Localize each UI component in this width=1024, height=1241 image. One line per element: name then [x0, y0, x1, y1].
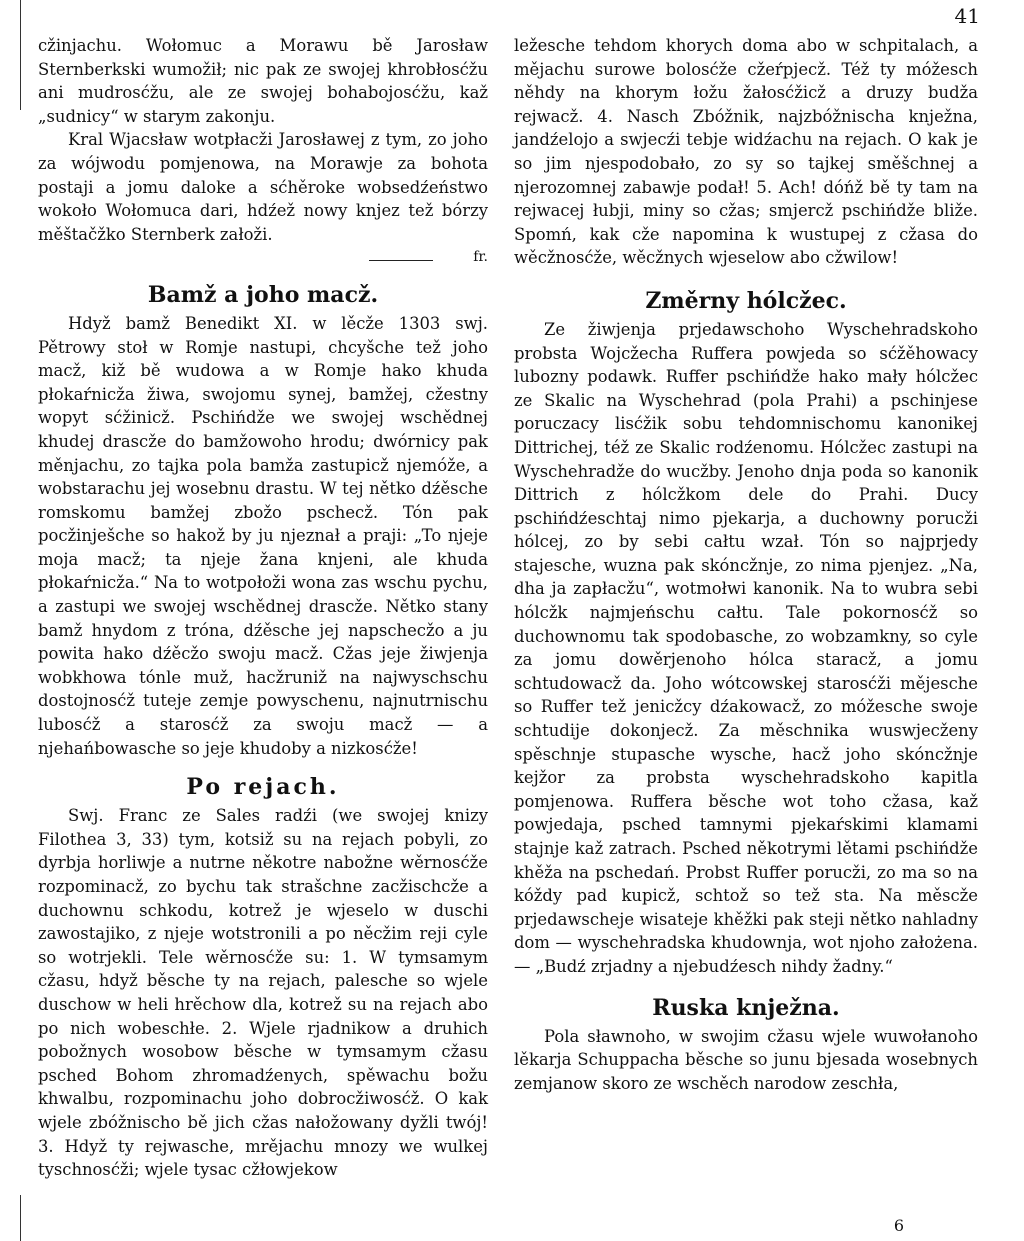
article-signature-row — [38, 246, 488, 270]
author-signature: fr. — [473, 249, 488, 266]
article-paragraph: Kral Wjacsław wotpłacži Jarosławej z tym, zo joho za wójwodu pomjenowa, na Morawje za bohota postaji a jomu daloke a sćhěroke wobsedźeństwo wokoło Wołomuca dari, hdźež nowy knjez tež bórzy měštačžko Sternberk załoži. — [38, 130, 488, 244]
article-continuation-paragraph: cžinjachu. Wołomuc a Morawu bě Jarosław Sternberkski wumožił; nic pak ze swojej khrobłosćžu ani mudrosćžu, ale ze swojej bohabojosćžu, kaž „sudnicy“ w starym zakonju. — [38, 36, 488, 126]
binding-line-top — [20, 0, 21, 110]
article-heading: Po rejach. — [186, 774, 340, 801]
page-number: 41 — [954, 4, 980, 28]
article-heading: Ruska knježna. — [652, 994, 840, 1021]
sheet-signature-mark: 6 — [893, 1216, 904, 1235]
article-heading: Změrny hólcžec. — [645, 287, 847, 314]
right-column — [514, 34, 978, 1095]
binding-line-bottom — [20, 1195, 21, 1241]
left-column — [38, 34, 488, 1182]
binding-edge-marks — [6, 0, 18, 1241]
article-continuation-paragraph: ležesche tehdom khorych doma abo w schpitalach, a mějachu surowe bolosćže cžeŕpjecž. Též ty móžesch něhdy na khorym łožu žałosćžicž a druzy budža rejwacž. 4. Nasch Zbóžnik, najzbóžnischa knježna, jandźelojo a swjecźi tebje widźachu na rejach. O kak je so jim njespodobało, zo sy so tajkej směšchnej a njerozomnej zabawje podał! 5. Ach! dóńž bě ty tam na rejwacej łubji, miny so cžas; smjercž pschińdže bliže. Spomń, kak cže napomina k wustupej z cžasa do wěcžnosćže, wěcžnych wjeselow abo cžwilow! — [514, 36, 978, 268]
article-heading: Bamž a joho macž. — [147, 281, 379, 308]
article-paragraph: Pola sławnoho, w swojim cžasu wjele wuwołanoho lěkarja Schuppacha běsche so junu bjesada wosebnych zemjanow skoro ze wschěch narodow zeschła, — [514, 1026, 978, 1093]
article-paragraph: Hdyž bamž Benedikt XI. w lěcže 1303 swj. Pětrowy stoł w Romje nastupi, chcyšche tež joho macž, kiž bě wudowa a w Romje hako khuda płokaŕnicža žiwa, swojomu synej, bamžej, cžestny wopyt sćžinicž. Pschińdže we swojej wschědnej khudej drascže do bamžowoho hrodu; dwórnicy pak měnjachu, zo tajka pola bamža zastupicž njemóže, a wobstarachu jej wosebnu drastu. W tej nětko dźěsche romskomu bamžej zbožo pschecž. Tón pak pocžinješche so hakož by ju njeznał a praji: „To njeje moja macž; ta njeje žana knjeni, ale khuda płokaŕnicža.“ Na to wotpołoži wona zas wschu pychu, a zastupi we swojej wschědnej drascže. Nětko stany bamž hnydom z tróna, dźěsche jej napschecžo a ju powita hako dźěcžo swoju macž. Cžas jeje žiwjenja wobkhowa tónle muž, hacžruniž na najwyschschu dostojnosćž tuteje zemje powyschenu, najnutrnischu lubosćž a starosćž za swoju macž — a njehańbowasche so jeje khudoby a nizkosćže! — [38, 313, 488, 758]
separator-rule — [369, 260, 433, 261]
article-paragraph: Swj. Franc ze Sales radźi (we swojej knizy Filothea 3, 33) tym, kotsiž su na rejach pobyli, zo dyrbja horliwje a nutrne někotre nabožne wěrnosćže rozpominacž, zo bychu tak strašchne zacžischcže a duchownu schkodu, kotrež je wjeselo w duschi zawostajiko, z njeje wotstronili a po něcžim reji cyle so wotrjekli. Tele wěrnosćže su: 1. W tymsamym cžasu, hdyž běsche ty na rejach, palesche so wjele duschow w heli hrěchow dla, kotrež su na rejach abo po nich wobeschłe. 2. Wjele rjadnikow a druhich pobožnych wosobow běsche w tymsamym cžasu psched Bohom zhromadźenych, spěwachu božu khwalbu, rozpominachu joho dobrocžiwosćž. O kak wjele zbóžnischo bě jich cžas nałožowany dyžli twój! 3. Hdyž ty rejwasche, mrějachu mnozy we wulkej tyschnosćži; wjele tysac cžłowjekow — [38, 806, 488, 1180]
article-paragraph: Ze žiwjenja prjedawschoho Wyschehradskoho probsta Wojcžecha Ruffera powjeda so sćžěhowacy lubozny podawk. Ruffer pschińdže hako mały hólcžec ze Skalic na Wyschehrad (pola Prahi) a pschinjese poruczacy lisćžik sobu tehdomnischomu kanonikej Dittrichej, též ze Skalic rodźenomu. Hólcžec zastupi na Wyschehradže do wucžby. Jenoho dnja poda so kanonik Dittrich z hólcžkom dele do Prahi. Ducy pschińdźeschtaj nimo pjekarja, a duchowny porucži hólcej, zo by sebi całtu wzał. Tón so najprjedy stajesche, wuzna pak skóncžnje, zo nima pjenjez. „Na, dha ja zapłacžu“, wotmołwi kanonik. Na to wubra sebi hólcžk najmjeńschu całtu. Tale pokornosćž so duchownomu tak spodobasche, zo wobzamkny, so cyle za jomu dowěrjenoho hólca staracž, a jomu schtudowacž da. Joho wótcowskej starosćži mějesche so Ruffer tež jenicžcy dźakowacž, zo móžesche swoje schtudije dokonjecž. Za měschnika wuswjecženy spěschnje stupasche wysche, hacž joho skóncžnje kejžor za probsta wyschehradskoho kapitla pomjenowa. Ruffera běsche wot toho cžasa, kaž powjedaja, psched tamnymi pjekaŕskimi klamami stajnje kaž zatrach. Psched někotrymi lětami pschińdže khěža na pschedań. Probst Ruffer porucži, zo ma so na kóždy pad kupicž, schtož so tež sta. Na měscže prjedawscheje wisateje khěžki pak steji nětko nahladny dom — wyschehradska khudownja, wot njoho założena. — „Budź zrjadny a njebudźesch nihdy žadny.“ — [514, 319, 978, 976]
